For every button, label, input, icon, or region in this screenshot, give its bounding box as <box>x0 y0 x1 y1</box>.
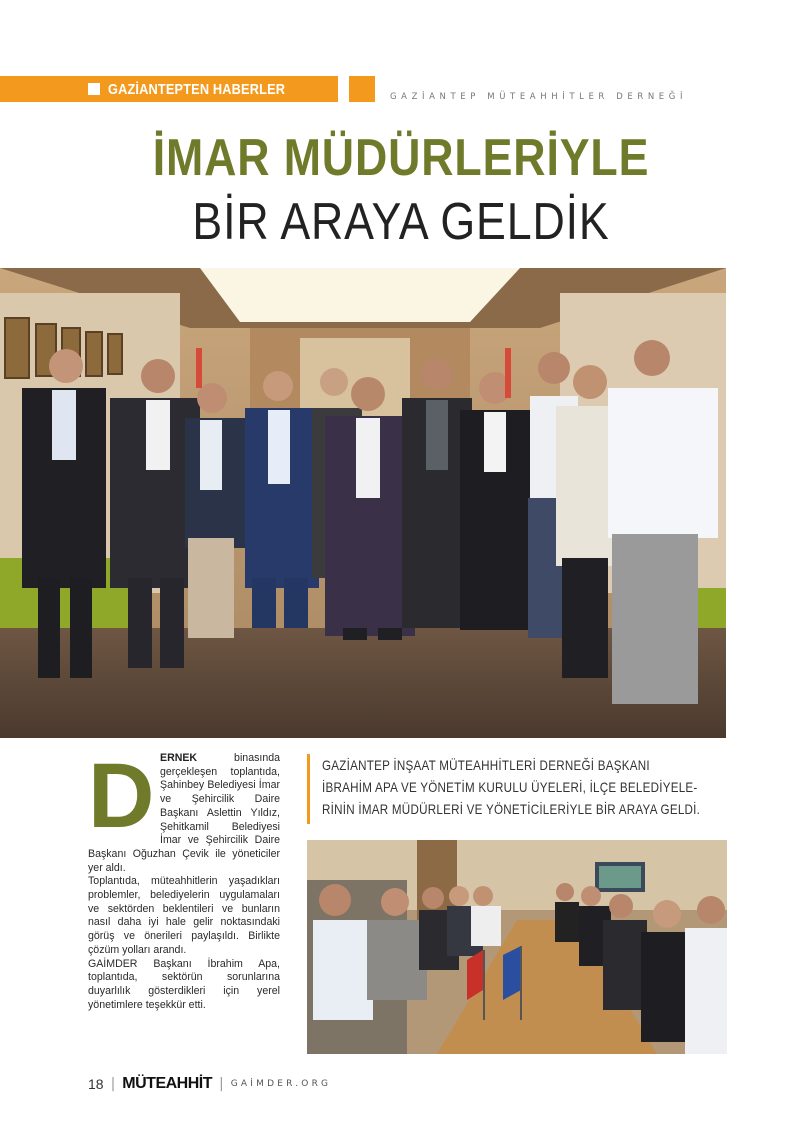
pull-quote-line-2: İBRAHİM APA VE YÖNETİM KURULU ÜYELERİ, İLÇE BELEDİYELE- <box>322 779 698 795</box>
accent-block <box>349 76 375 102</box>
footer-separator: | <box>110 1076 116 1092</box>
article-body <box>88 745 280 1012</box>
page-footer <box>88 1074 331 1094</box>
article-title-line2: BİR ARAYA GELDİK <box>192 193 610 251</box>
magazine-logo: MÜTEAHHİT <box>122 1075 213 1092</box>
meeting-photo <box>307 840 727 1054</box>
lead-word: ERNEK <box>160 752 198 764</box>
paragraph-1-text: binasında gerçekleşen toplantıda, Şahinbey Belediyesi İmar ve Şehircilik Daire Başkanı Aslettin Yıldız, Şehitkamil Belediyesi İmar ve Şehircilik Daire Başkanı Oğuzhan Çevik ile yöneticiler yer aldı. <box>88 752 280 874</box>
paragraph-2: Toplantıda, müteahhitlerin yaşadıkları problemler, belediyelerin uygulamaları ve sektörden beklentileri ve bunların nasıl daha iyi hale gelir noktasındaki görüş ve önerileri paylaşıldı. Birlikte çözüm yolları arandı. <box>88 875 280 956</box>
pull-quote-line-1: GAZİANTEP İNŞAAT MÜTEAHHİTLERİ DERNEĞİ BAŞKANI <box>322 757 650 773</box>
section-header-bar <box>0 76 338 102</box>
paragraph-1 <box>88 745 280 875</box>
article-title-line1: İMAR MÜDÜRLERİYLE <box>152 129 650 187</box>
footer-separator-2: | <box>219 1076 224 1092</box>
association-name: GAZİANTEP MÜTEAHHİTLER DERNEĞİ <box>390 92 688 102</box>
page-number: 18 <box>88 1076 104 1092</box>
dropcap-letter: D <box>88 745 155 847</box>
pull-quote-line-3: RİNİN İMAR MÜDÜRLERİ VE YÖNETİCİLERİYLE BİR ARAYA GELDİ. <box>322 801 701 817</box>
pull-quote <box>307 754 727 824</box>
paragraph-3: GAİMDER Başkanı İbrahim Apa, toplantıda, sektörün sorunlarına duyarlılık gösterdikleri için yerel yönetimlere teşekkür etti. <box>88 957 280 1011</box>
section-label: GAZİANTEPTEN HABERLER <box>108 80 286 98</box>
square-bullet-icon <box>88 83 100 95</box>
website-link[interactable]: GAİMDER.ORG <box>230 1079 332 1089</box>
group-photo <box>0 268 726 738</box>
